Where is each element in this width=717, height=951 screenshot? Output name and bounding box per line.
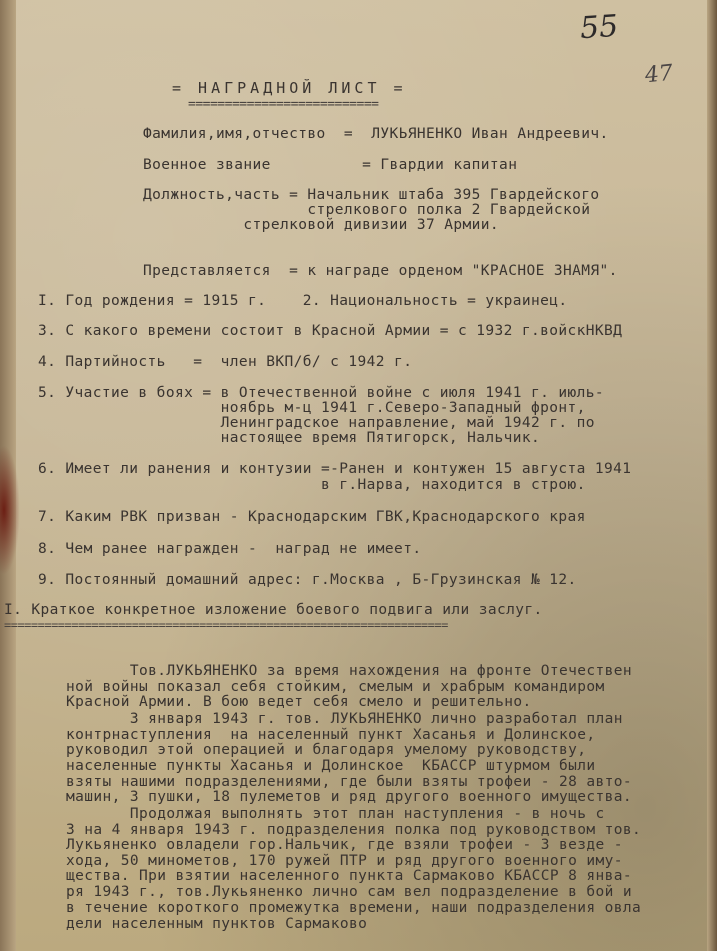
handwritten-archive-number: 47 — [643, 60, 675, 89]
header-line-position: Должность,часть = Начальник штаба 395 Гвардейского — [143, 187, 600, 203]
header-line-name: Фамилия,имя,отчество = ЛУКЬЯНЕНКО Иван Андреевич. — [143, 126, 609, 142]
item-line: 7. Каким РВК призван - Краснодарским ГВК,Краснодарского края — [38, 509, 586, 525]
section-rule: ================================================================== — [4, 618, 448, 632]
narrative-line: ной войны показал себя стойким, смелым и храбрым командиром — [66, 679, 605, 695]
handwritten-page-number: 55 — [578, 8, 620, 47]
narrative-line: хода, 50 минометов, 170 ружей ПТР и ряд другого военного иму- — [66, 853, 623, 869]
item-line: настоящее время Пятигорск, Нальчик. — [38, 430, 541, 446]
narrative-line: руководил этой операцией и благодаря умелому руководству, — [66, 742, 587, 758]
header-line-position-cont: стрелкового полка 2 Гвардейской — [143, 202, 591, 218]
item-line: Ленинградское направление, май 1942 г. по — [38, 415, 595, 431]
award-presented-line: Представляется = к награде орденом "КРАСНОЕ ЗНАМЯ". — [143, 263, 618, 279]
item-line: 6. Имеет ли ранения и контузии =-Ранен и контужен 15 августа 1941 — [38, 461, 632, 477]
item-line: 3. С какого времени состоит в Красной Армии = с 1932 г.войскНКВД — [38, 323, 623, 339]
document-title: = НАГРАДНОЙ ЛИСТ = — [172, 79, 407, 97]
item-line: 5. Участие в боях = в Отечественной войне с июля 1941 г. июль- — [38, 385, 605, 401]
narrative-line: контрнаступления на населенный пункт Хасанья и Долинское, — [66, 727, 596, 743]
section-heading: I. Краткое конкретное изложение боевого подвига или заслуг. — [4, 602, 543, 618]
narrative-line: Лукьяненко овладели гор.Нальчик, где взяли трофеи - 3 везде - — [66, 837, 623, 853]
narrative-line: Продолжая выполнять этот план наступления - в ночь с — [66, 806, 605, 822]
narrative-line: дели населенным пунктов Сармаково — [66, 916, 368, 932]
title-underline: ========================== — [188, 97, 379, 112]
item-line: I. Год рождения = 1915 г. 2. Национальность = украинец. — [38, 293, 568, 309]
item-line: ноябрь м-ц 1941 г.Северо-Западный фронт, — [38, 400, 586, 416]
narrative-line: щества. При взятии населенного пункта Сармаково КБАССР 8 янва- — [66, 868, 633, 884]
item-line: 4. Партийность = член ВКП/б/ с 1942 г. — [38, 354, 413, 370]
ink-stain — [0, 445, 20, 575]
narrative-line: Тов.ЛУКЬЯНЕНКО за время нахождения на фронте Отечествен — [66, 663, 633, 679]
narrative-line: Красной Армии. В бою ведет себя смело и решительно. — [66, 694, 532, 710]
narrative-line: в течение короткого промежутка времени, наши подразделения овла — [66, 900, 642, 916]
item-line: в г.Нарва, находится в строю. — [38, 477, 586, 493]
header-line-rank: Военное звание = Гвардии капитан — [143, 157, 518, 173]
narrative-line: населенные пункты Хасанья и Долинское КБАССР штурмом были — [66, 758, 596, 774]
narrative-line: взяты нашими подразделениями, где были взяты трофеи - 28 авто- — [66, 774, 633, 790]
narrative-line: ря 1943 г., тов.Лукьяненко лично сам вел подразделение в бой и — [66, 884, 633, 900]
narrative-line: 3 января 1943 г. тов. ЛУКЬЯНЕНКО лично разработал план — [66, 711, 623, 727]
narrative-line: машин, 3 пушки, 18 пулеметов и ряд другого военного имущества. — [66, 789, 633, 805]
item-line: 9. Постоянный домашний адрес: г.Москва , Б-Грузинская № 12. — [38, 572, 577, 588]
narrative-line: 3 на 4 января 1943 г. подразделения полка под руководством тов. — [66, 822, 642, 838]
header-line-position-cont: стрелковой дивизии 37 Армии. — [143, 217, 500, 233]
page-edge-right — [707, 0, 717, 951]
item-line: 8. Чем ранее награжден - наград не имеет. — [38, 541, 422, 557]
